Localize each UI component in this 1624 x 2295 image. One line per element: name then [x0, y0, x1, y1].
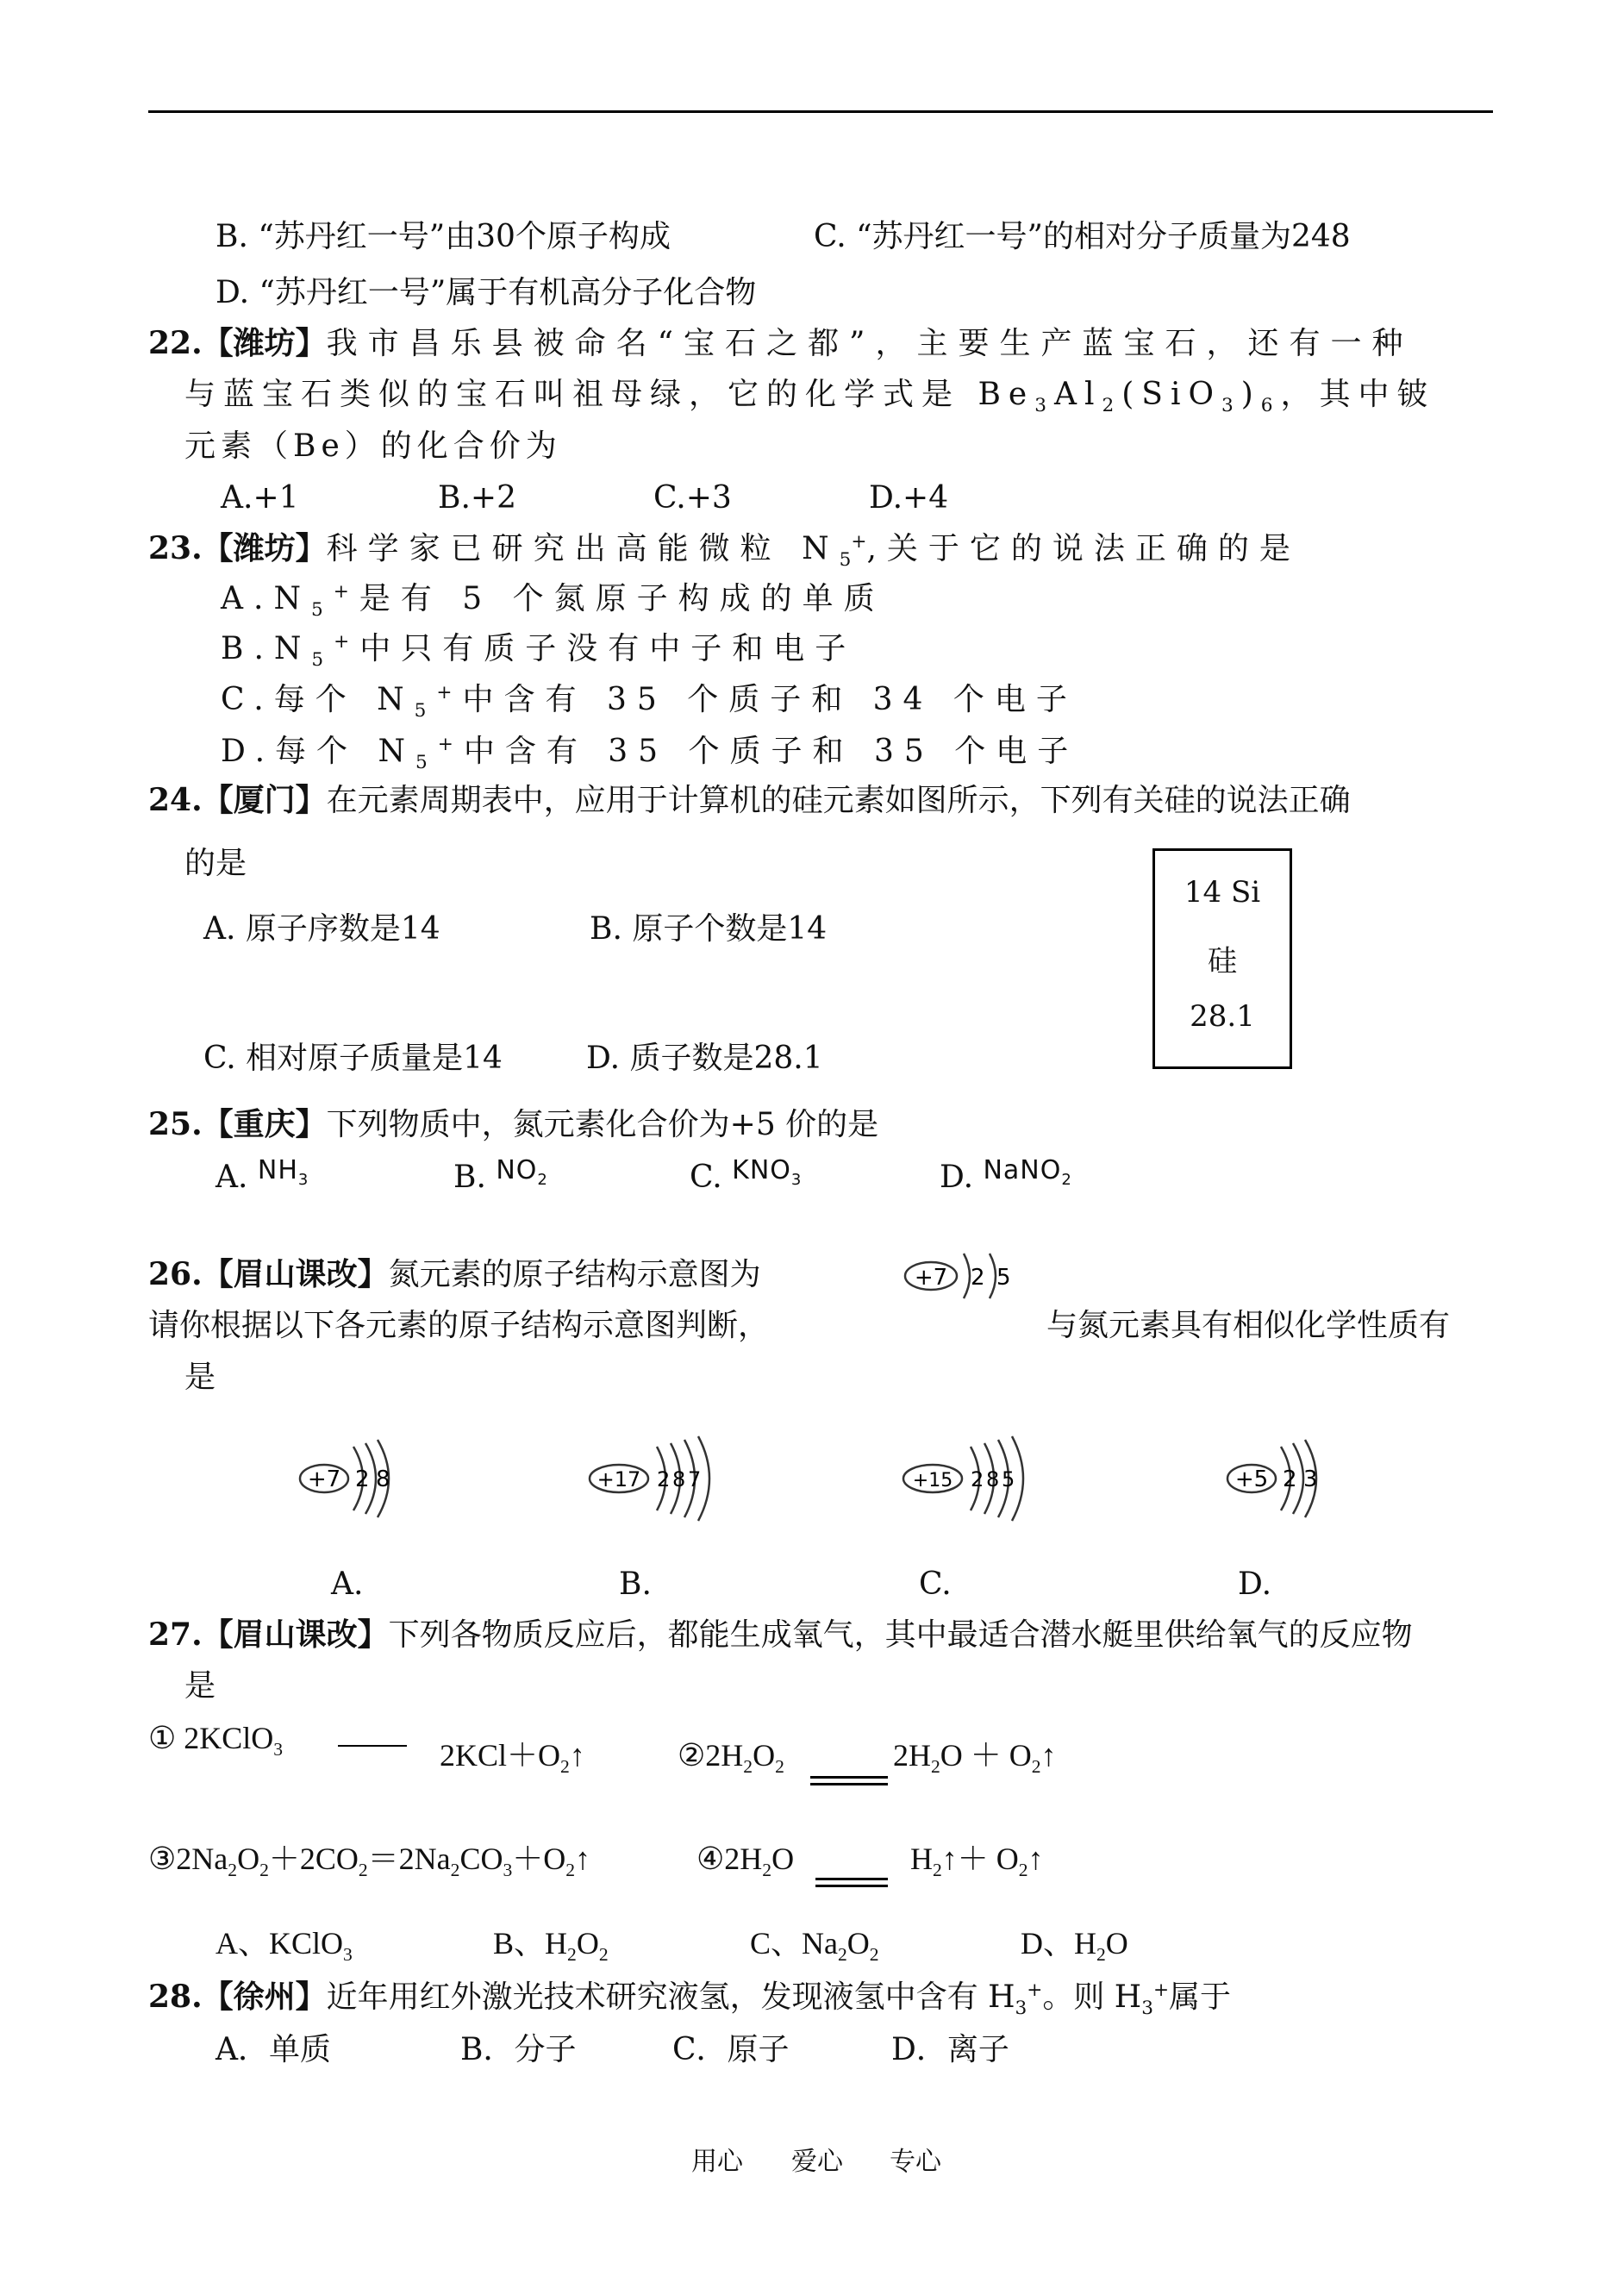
q27-eq2-left: $②2H_2O_2$ — [678, 1738, 784, 1778]
svg-text:2: 2 — [971, 1467, 984, 1491]
silicon-number-symbol: 14 Si — [1184, 875, 1261, 910]
footer-text-2: 爱心 — [791, 2147, 843, 2177]
q23-stem-b: ,关于它的说法正确的是 — [866, 531, 1301, 566]
q27-text1: 下列各物质反应后，都能生成氧气，其中最适合潜水艇里供给氧气的反应物 — [388, 1617, 1413, 1653]
svg-text:8: 8 — [672, 1467, 686, 1491]
q22-option-c: C.+3 — [653, 480, 732, 516]
q26-source: 【眉山课改】 — [202, 1256, 389, 1292]
nitrogen-shell-2: 5 — [996, 1265, 1011, 1291]
atom-b-svg — [583, 1431, 738, 1526]
q28-stem-a: 近年用红外激光技术研究液氢，发现液氢中含有 H — [326, 1979, 1015, 2015]
q27-line1 — [148, 1619, 1413, 1651]
svg-text:+7: +7 — [307, 1466, 341, 1492]
silicon-element-card — [1152, 848, 1292, 1069]
q25-stem — [148, 1106, 879, 1142]
q28-option-c: C．原子 — [672, 2032, 790, 2067]
q22-sub6: 6 — [1260, 395, 1281, 417]
q25-option-a: A. $^{NH_3}$ — [215, 1155, 309, 1195]
q27-option-b: B、$H_2O_2$ — [493, 1926, 609, 1966]
q22-line3: 元素（Be）的化合价为 — [184, 428, 562, 464]
q25-text: 下列物质中，氮元素化合价为+5 价的是 — [326, 1107, 879, 1142]
svg-text:2: 2 — [657, 1467, 671, 1491]
q23-option-d: D.每个 $N_5^+$中含有 35 个质子和 35 个电子 — [221, 734, 1079, 774]
q27-option-a: A、KClO$_3$ — [215, 1926, 353, 1966]
atom-label-d: D. — [1238, 1566, 1272, 1602]
nitrogen-atom-svg — [896, 1241, 1034, 1310]
q21-option-b: B. “苏丹红一号”由30个原子构成 — [215, 219, 671, 254]
q28-source: 【徐州】 — [202, 1979, 327, 2015]
q23-sub5: 5 — [839, 549, 852, 572]
q27-eq4-left: $④2H_2O$ — [696, 1842, 795, 1881]
q22-sub3b: 3 — [1221, 395, 1241, 417]
q27-eq1-line — [338, 1745, 407, 1747]
q27-option-c: C、$Na_2O_2$ — [750, 1926, 879, 1966]
q28-stem: 28.【徐州】近年用红外激光技术研究液氢，发现液氢中含有 $H_3^+$。则 $H_3^+$属于 — [148, 1979, 1232, 2020]
svg-text:7: 7 — [688, 1467, 702, 1491]
atom-label-b: B. — [619, 1566, 652, 1602]
header-rule — [148, 110, 1493, 113]
q27-source: 【眉山课改】 — [202, 1617, 389, 1653]
q27-eq2-line-top — [810, 1776, 888, 1779]
q22-text2e: ，其中铍 — [1280, 377, 1436, 412]
q22-sub3: 3 — [1034, 395, 1054, 417]
q24-line1 — [148, 782, 1351, 818]
q24-option-c: C. 相对原子质量是14 — [203, 1041, 503, 1076]
q26-line2b: 与氮元素具有相似化学性质有 — [1046, 1308, 1451, 1343]
q23-stem-a: 科学家已研究出高能微粒 N — [326, 531, 840, 566]
q24-option-a: A. 原子序数是14 — [203, 911, 440, 947]
q26-line3: 是 — [184, 1360, 216, 1395]
q27-eq4-line-bottom — [815, 1885, 888, 1887]
q28-option-d: D．离子 — [891, 2032, 1009, 2067]
q22-text2d: ) — [1240, 377, 1261, 412]
q23-option-a: $A.N_5^+$是有 5 个氮原子构成的单质 — [221, 581, 885, 622]
q27-eq2-line-bottom — [810, 1783, 888, 1785]
q26-line1 — [148, 1256, 761, 1292]
q22-text2c: (SiO — [1121, 377, 1221, 412]
q22-number: 22. — [148, 325, 203, 361]
q27-option-d: D、$H_2O$ — [1021, 1926, 1128, 1966]
q22-line1 — [148, 325, 1414, 361]
q27-eq4-line-top — [815, 1878, 888, 1880]
svg-text:+17: +17 — [597, 1467, 641, 1491]
q22-option-b: B.+2 — [438, 480, 516, 516]
nitrogen-nucleus: +7 — [914, 1265, 948, 1291]
q23-number: 23. — [148, 530, 203, 566]
q22-text2b: Al — [1053, 377, 1102, 412]
svg-text:8: 8 — [376, 1466, 390, 1492]
q21-option-d: D. “苏丹红一号”属于有机高分子化合物 — [215, 275, 757, 310]
q22-source: 【潍坊】 — [202, 325, 327, 361]
q26-number: 26. — [148, 1256, 203, 1292]
atom-label-c: C. — [919, 1566, 952, 1602]
silicon-name: 硅 — [1208, 944, 1237, 979]
q27-eq2-right: $2H_2O$ ＋ $O_2↑$ — [893, 1738, 1057, 1778]
q23-option-c: C.每个 $N_5^+$中含有 35 个质子和 34 个电子 — [221, 682, 1077, 722]
footer-text-3: 专心 — [890, 2147, 941, 2177]
q27-eq3: $③2Na_2O_2+2CO_2=2Na_2CO_3+O_2↑$ — [148, 1842, 591, 1881]
q22-option-d: D.+4 — [869, 480, 949, 516]
q22-sub2: 2 — [1102, 395, 1122, 417]
atom-c-svg — [896, 1431, 1060, 1526]
q25-number: 25. — [148, 1106, 203, 1142]
atom-d-svg — [1221, 1431, 1359, 1526]
svg-text:3: 3 — [1303, 1466, 1318, 1492]
q22-line2 — [184, 379, 1436, 416]
q25-option-c: C. $^{KNO_3}$ — [690, 1155, 803, 1195]
q23-sup-plus: + — [851, 531, 867, 553]
q28-stem-c: 属于 — [1169, 1979, 1232, 2015]
q27-number: 27. — [148, 1617, 203, 1653]
q27-line2: 是 — [184, 1668, 216, 1704]
q22-text1: 我市昌乐县被命名“宝石之都”，主要生产蓝宝石，还有一种 — [326, 326, 1414, 361]
svg-text:+5: +5 — [1234, 1466, 1269, 1492]
svg-text:5: 5 — [1002, 1467, 1015, 1491]
q25-source: 【重庆】 — [202, 1106, 327, 1142]
q28-stem-b: 。则 H — [1042, 1979, 1142, 2015]
q28-option-b: B．分子 — [460, 2032, 577, 2067]
svg-text:2: 2 — [1283, 1466, 1297, 1492]
nitrogen-shell-1: 2 — [971, 1265, 985, 1291]
q23-stem — [148, 530, 1301, 572]
svg-text:2: 2 — [355, 1466, 370, 1492]
q24-number: 24. — [148, 782, 203, 818]
q24-line2: 的是 — [184, 846, 247, 881]
q21-option-c: C. “苏丹红一号”的相对分子质量为248 — [814, 219, 1351, 254]
svg-text:8: 8 — [986, 1467, 1000, 1491]
q25-option-b: B. $^{NO_2}$ — [453, 1155, 548, 1195]
q24-source: 【厦门】 — [202, 782, 327, 818]
svg-text:+15: +15 — [912, 1470, 953, 1491]
q22-text2a: 与蓝宝石类似的宝石叫祖母绿，它的化学式是 Be — [184, 377, 1035, 412]
q22-option-a: A.+1 — [221, 480, 299, 516]
q24-option-d: D. 质子数是28.1 — [586, 1041, 823, 1076]
q24-text1: 在元素周期表中，应用于计算机的硅元素如图所示，下列有关硅的说法正确 — [326, 783, 1351, 818]
q23-source: 【潍坊】 — [202, 530, 327, 566]
atom-a-svg — [293, 1431, 431, 1526]
footer-text-1: 用心 — [691, 2147, 743, 2177]
silicon-mass: 28.1 — [1190, 999, 1255, 1034]
q25-option-d: D. $^{NaNO_2}$ — [940, 1155, 1072, 1195]
q26-text1: 氮元素的原子结构示意图为 — [388, 1257, 761, 1292]
atom-label-a: A. — [331, 1566, 364, 1602]
q26-line2a: 请你根据以下各元素的原子结构示意图判断， — [148, 1308, 770, 1343]
q27-eq1-right: $2KCl+O_2↑$ — [440, 1738, 585, 1778]
q24-option-b: B. 原子个数是14 — [590, 911, 828, 947]
q23-option-b: $B.N_5^+$中只有质子没有中子和电子 — [221, 631, 857, 672]
q28-number: 28. — [148, 1979, 203, 2015]
q28-option-a: A．单质 — [215, 2032, 331, 2067]
q27-eq4-right: $H_2↑+$ $O_2↑$ — [910, 1842, 1044, 1881]
q27-eq1-left: ① 2KClO$_3$ — [148, 1721, 284, 1760]
